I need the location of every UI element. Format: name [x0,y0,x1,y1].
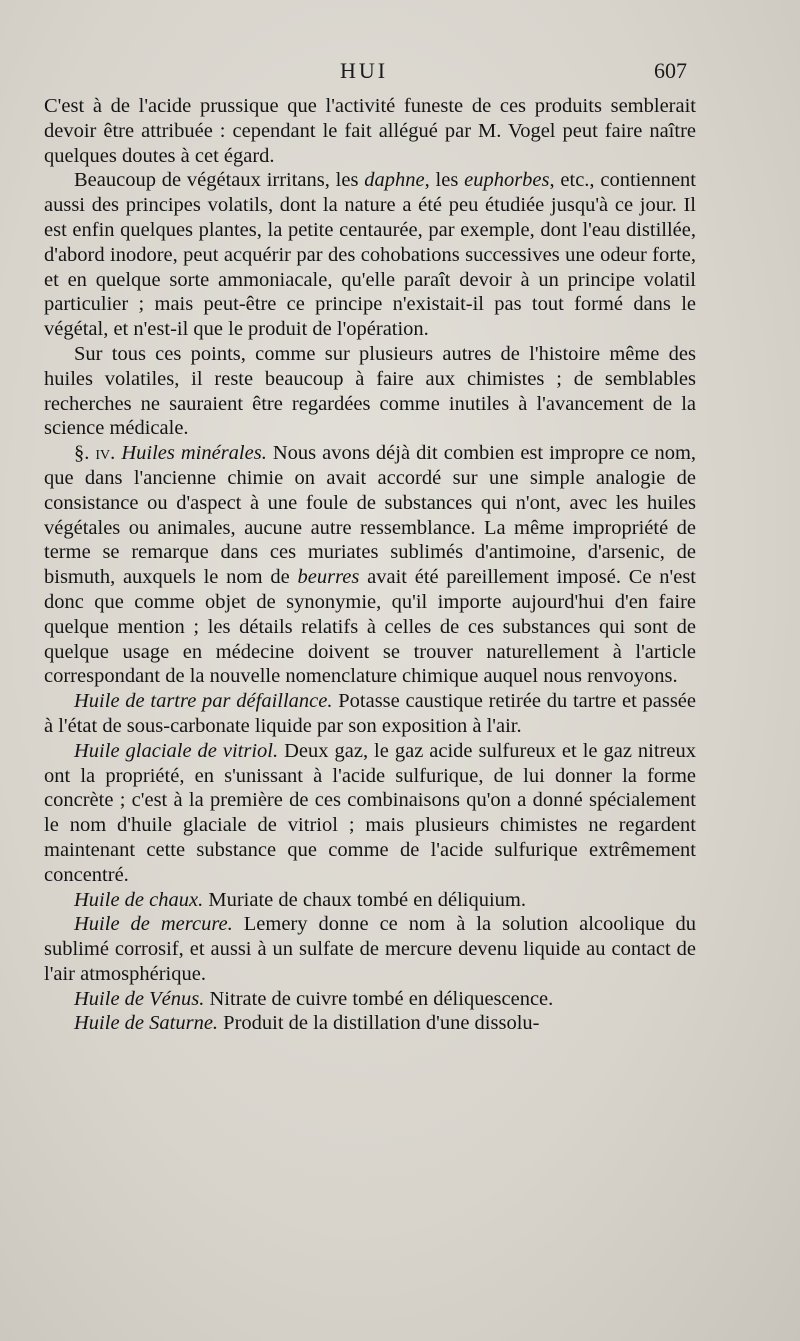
text-run: , etc., contiennent aussi des principes volatils, dont la nature a été peu étudiée jusqu'à ce jour. Il est enfin quelques plantes, la petite centaurée, par exemple, dont l'eau distillée, d'abord inodore, peut acquérir par des cohobations successives une odeur forte, et en quelque sorte ammoniacale, qu'elle paraît devoir à un principe volatil particulier ; mais peut-être ce principe n'existait-il pas tout formé dans le végétal, et n'est-il que le produit de l'opération. [44,169,696,341]
running-head: HUI [340,58,389,83]
paragraph-p1 [44,94,696,168]
text-run: C'est à de l'acide prussique que l'activité funeste de ces produits semblerait devoir être attribuée : cependant le fait allégué par M. Vogel peut faire naître quelques doutes à cet égard. [44,95,696,167]
page-header [0,58,800,90]
italic-term: Huile de chaux. [74,888,204,911]
paragraph-p3 [44,342,696,441]
paragraph-p4 [44,441,696,689]
paragraph-p6 [44,739,696,888]
italic-term: Huile glaciale de vitriol. [74,739,279,762]
text-run: Produit de la distillation d'une dissolu- [218,1012,540,1035]
text-run: . [110,442,122,465]
italic-term: beurres [297,566,360,589]
paragraph-p2 [44,168,696,342]
text-run: Potasse caustique retirée du tartre et passée à l'état de sous-carbonate liquide par son exposition à l'air. [44,690,697,737]
page-number: 607 [654,58,687,83]
italic-term: Huile de mercure. [74,913,233,936]
text-run: Muriate de chaux tombé en déliquium. [203,888,527,911]
text-run: Deux gaz, le gaz acide sulfureux et le gaz nitreux ont la propriété, en s'unissant à l'acide sulfurique, de lui donner la forme concrète ; c'est à la première de ces combinaisons qu'on a donné spécialement le nom d'huile glaciale de vitriol ; mais plusieurs chimistes ne regardent maintenant cette substance que comme de l'acide sulfurique extrêmement concentré. [44,739,696,886]
italic-term: Huile de Vénus. [74,987,205,1010]
paragraph-p8 [44,912,696,986]
text-run: avait été pareillement imposé. Ce n'est donc que comme objet de synonymie, qu'il importe aujourd'hui d'en faire quelque mention ; les détails relatifs à celles de ces substances qui sont de quelque usage en médecine doivent se trouver naturellement à l'article correspondant de la nouvelle nomenclature chimique auquel nous renvoyons. [44,566,696,688]
italic-term: Huile de Saturne. [74,1012,219,1035]
body-text [44,94,696,1036]
text-run: Nous avons déjà dit combien est impropre ce nom, que dans l'ancienne chimie on avait accordé sur une simple analogie de consistance ou d'aspect à une foule de substances qui n'ont, avec les huiles végétales ou animales, aucune autre ressemblance. La même impropriété de terme se remarque dans ces muriates sublimés d'antimoine, d'arsenic, de bismuth, auxquels le nom de [44,442,697,589]
italic-term: daphne [364,169,425,192]
italic-term: Huile de tartre par défaillance. [74,690,333,713]
text-run: , les [424,169,465,192]
paragraph-p9 [44,987,696,1012]
paragraph-p10 [44,1011,696,1036]
text-run: §. [74,442,96,465]
italic-term: euphorbes [464,169,550,192]
paragraph-p7 [44,888,696,913]
text-run: Nitrate de cuivre tombé en déliquescence. [204,987,554,1010]
text-run: iv [95,442,111,465]
text-run: Beaucoup de végétaux irritans, les [74,169,365,192]
text-run: Sur tous ces points, comme sur plusieurs autres de l'histoire même des huiles volatiles, il reste beaucoup à faire aux chimistes ; de semblables recherches ne sauraient être regardées comme inutiles à l'avancement de la science médicale. [44,342,696,440]
text-run: Lemery donne ce nom à la solution alcoolique du sublimé corrosif, et aussi à un sulfate de mercure devenu liquide au contact de l'air atmosphérique. [44,913,696,985]
paragraph-p5 [44,689,696,739]
italic-term: Huiles minérales. [121,442,267,465]
